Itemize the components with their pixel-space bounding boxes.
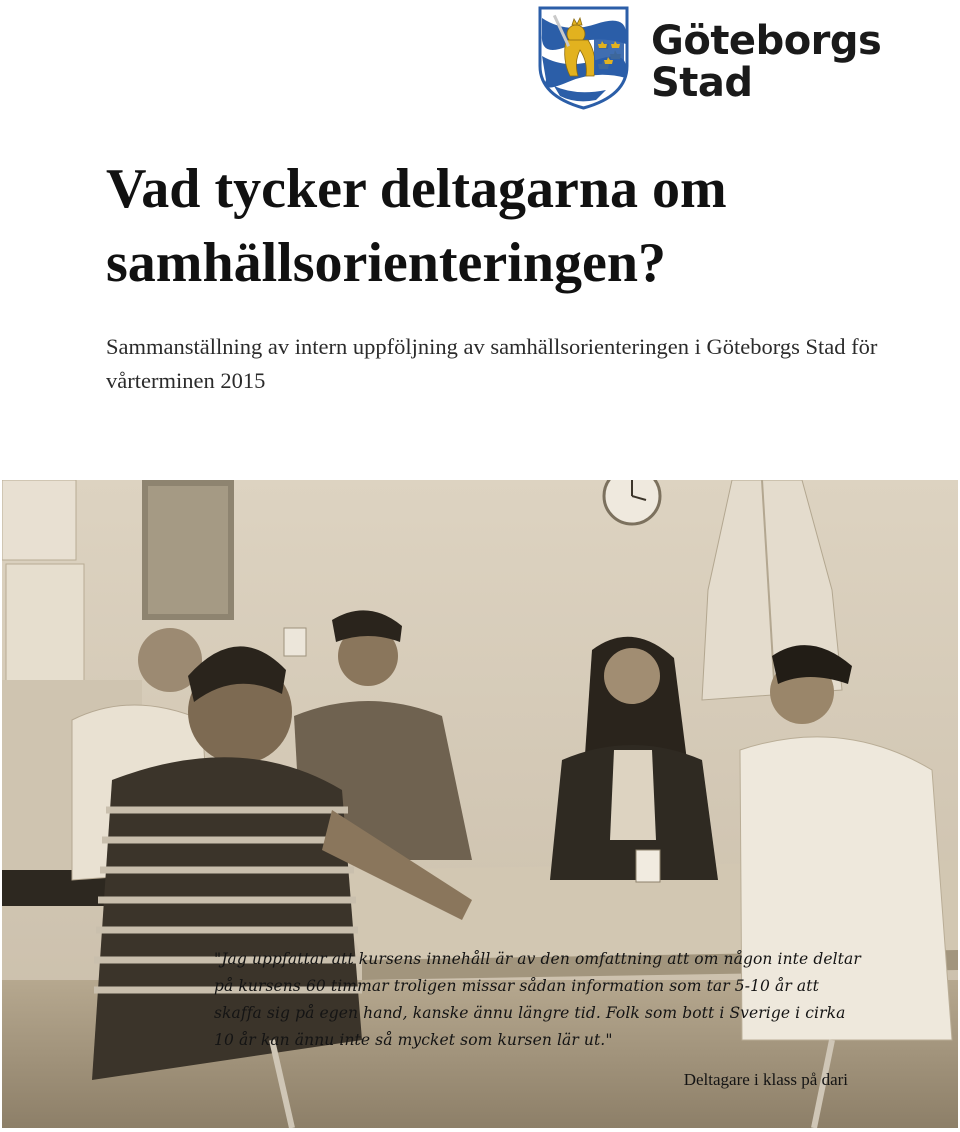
quote-attribution: Deltagare i klass på dari bbox=[683, 1070, 848, 1089]
document-title: Vad tycker deltagarna om samhällsorienteringen? bbox=[106, 158, 727, 294]
logo-line-1: Göteborgs bbox=[651, 18, 882, 64]
goteborg-coat-of-arms-icon bbox=[536, 4, 631, 110]
logo-wordmark bbox=[651, 20, 881, 104]
logo-line-2: Stad bbox=[651, 60, 753, 106]
participant-quote: "Jag uppfattar att kursens innehåll är av den omfattning att om någon inte deltar på kursens 60 timmar troligen missar sådan information som tar 5-10 år att skaffa sig på egen hand, kanske ännu längre tid. Folk som bott i Sverige i cirka 10 år kan ännu inte så mycket som kursen lär ut." bbox=[214, 950, 861, 1049]
goteborgs-stad-logo bbox=[536, 4, 882, 110]
document-subtitle: Sammanställning av intern uppföljning av samhällsorienteringen i Göteborgs Stad för vårterminen 2015 bbox=[106, 334, 878, 393]
